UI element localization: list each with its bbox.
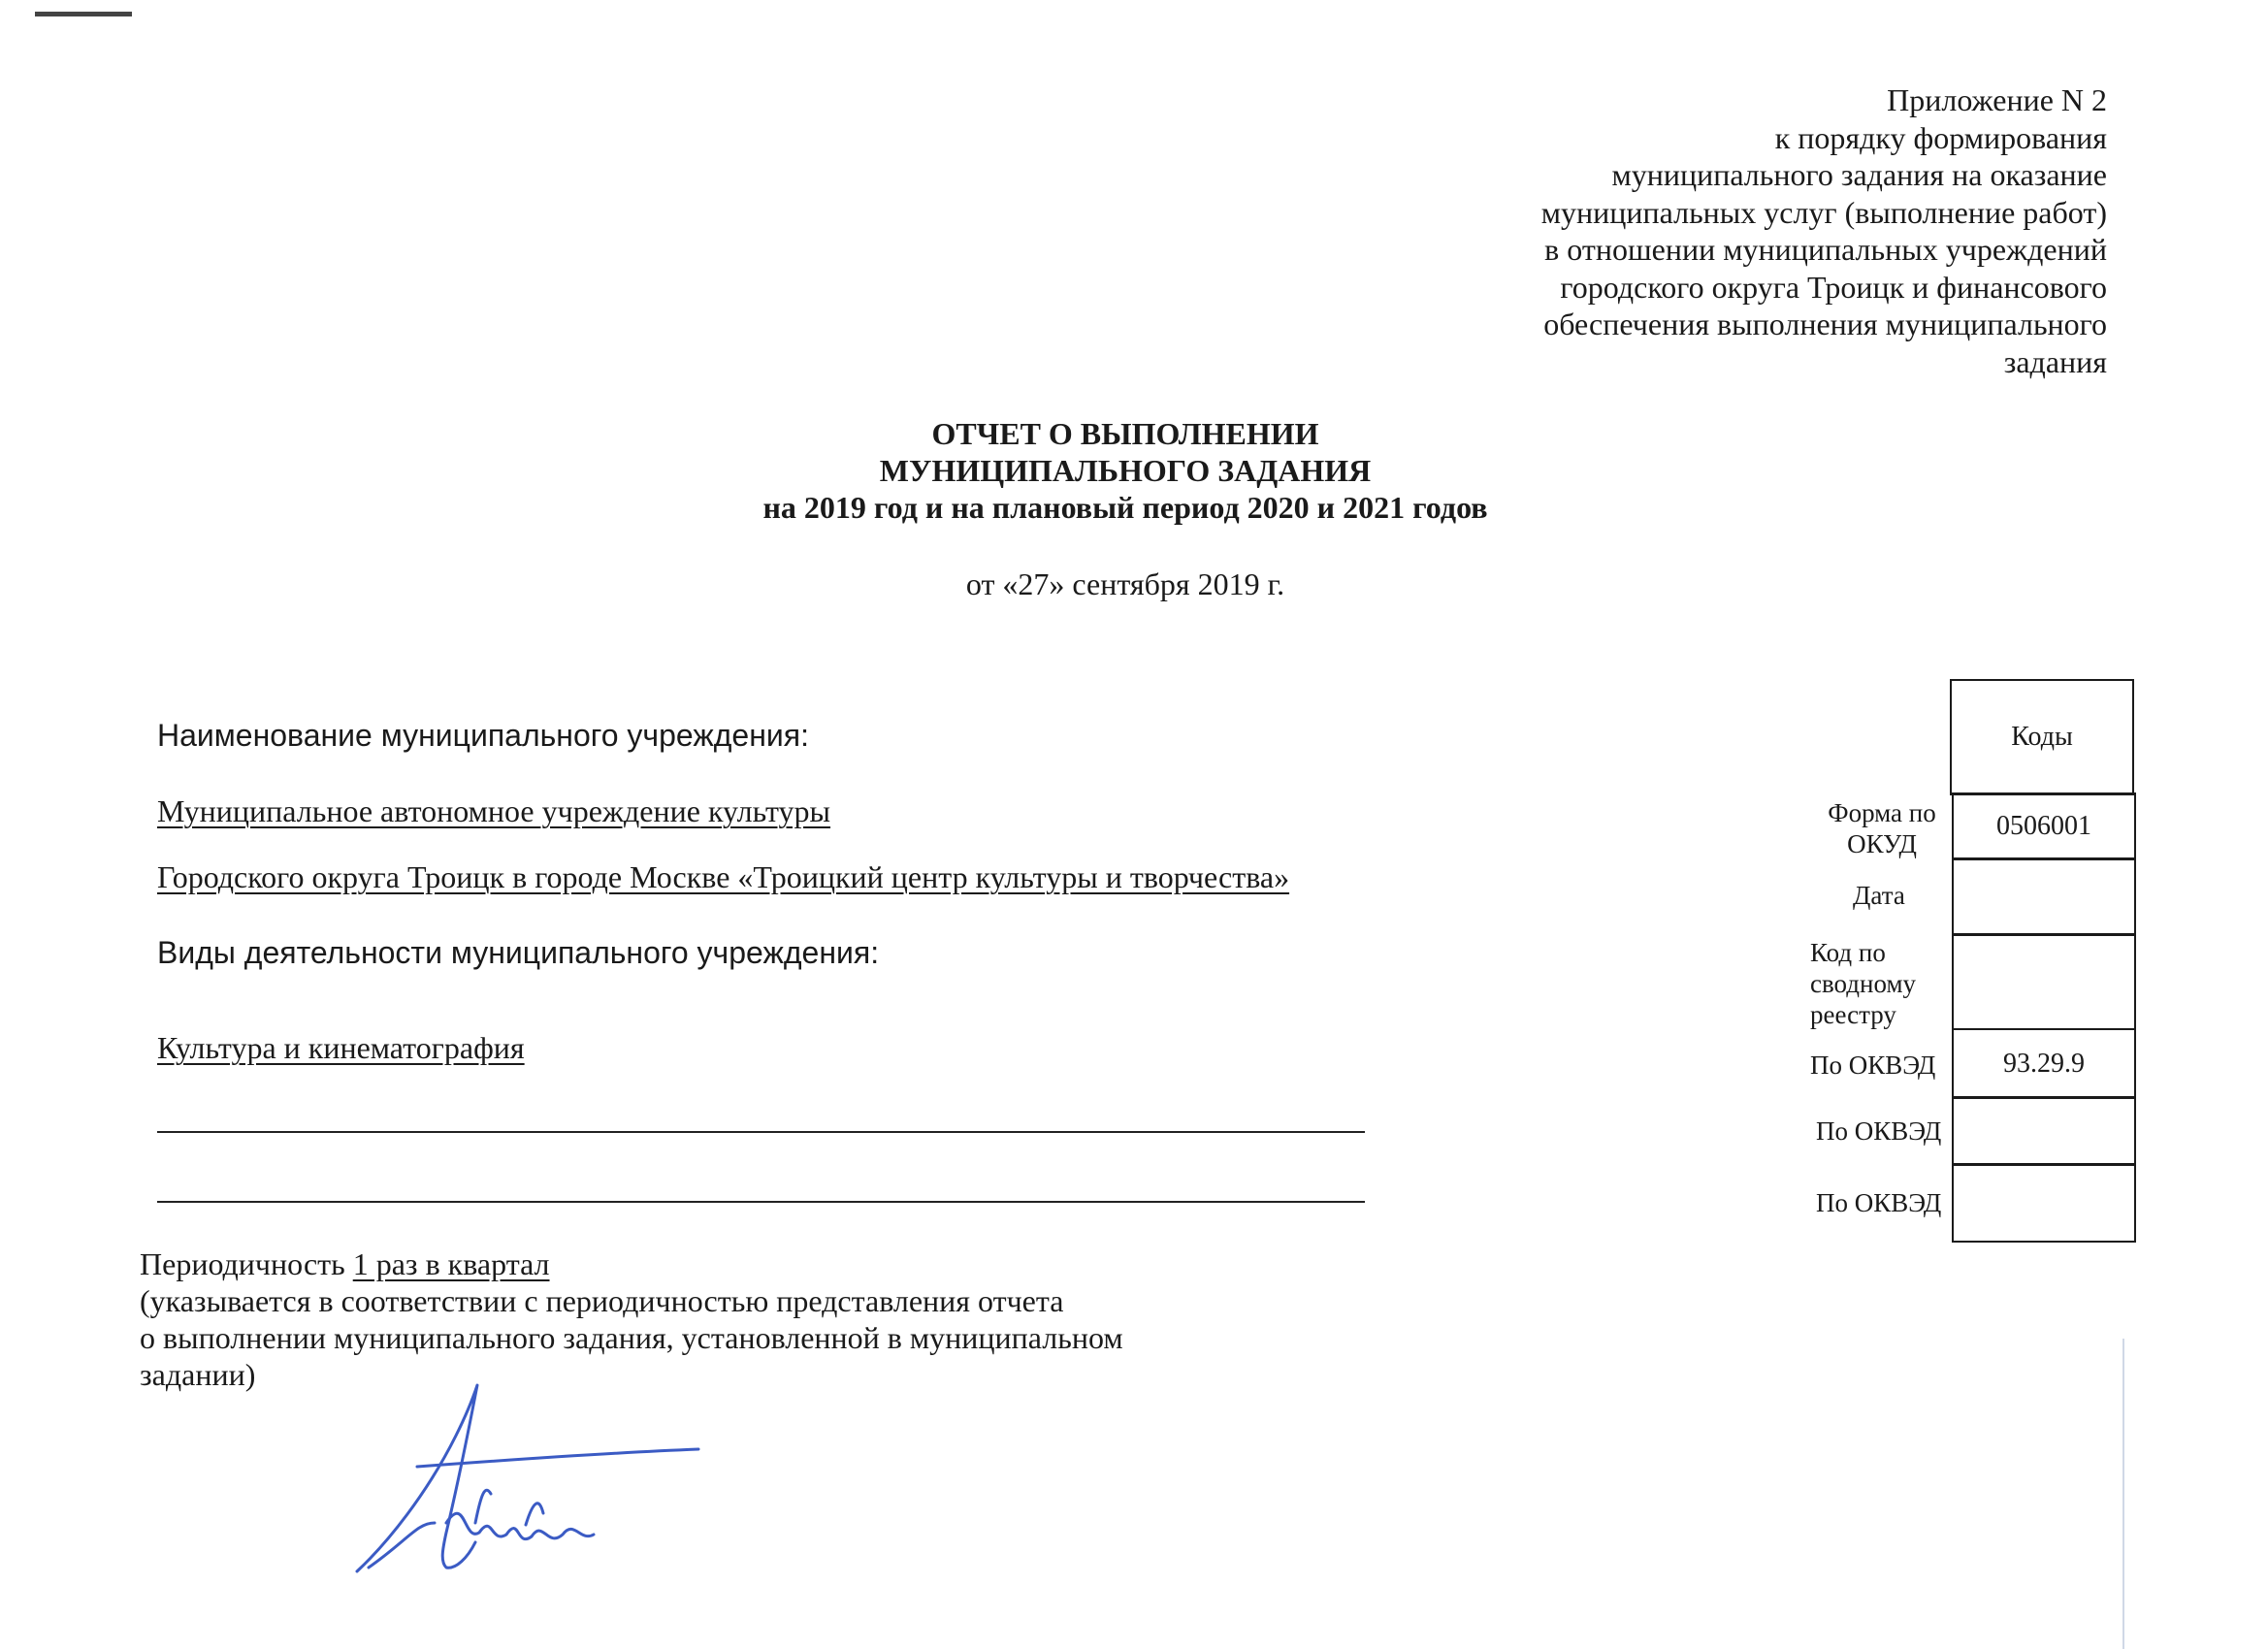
report-date: от «27» сентября 2019 г. [965, 566, 1285, 601]
institution-name-line1: Муниципальное автономное учреждение культуры [157, 793, 831, 828]
codes-row-label: Дата [1853, 881, 1905, 910]
title-line: ОТЧЕТ О ВЫПОЛНЕНИИ [931, 416, 1319, 451]
appendix-line: к порядку формирования [1774, 119, 2107, 155]
code-okved [1952, 1163, 2136, 1243]
code-date [1952, 857, 2136, 936]
appendix-line: Приложение N 2 [1887, 82, 2107, 117]
appendix-line: муниципальных услуг (выполнение работ) [1540, 194, 2107, 230]
blank-line [157, 1131, 1365, 1133]
codes-row-label: По ОКВЭД [1816, 1116, 1942, 1146]
code-okved [1952, 1096, 2136, 1166]
institution-name-line2: Городского округа Троицк в городе Москве «Троицкий центр культуры и творчества» [157, 859, 1290, 894]
scan-mark [35, 12, 132, 16]
appendix-line: городского округа Троицк и финансового [1560, 269, 2107, 305]
codes-row-label: Код по сводному реестру [1810, 938, 1917, 1029]
periodicity-label: Периодичность [140, 1246, 345, 1281]
report-title [543, 415, 1707, 526]
scan-edge [2122, 1339, 2124, 1649]
code-registry [1952, 933, 2136, 1030]
appendix-line: задания [2003, 343, 2107, 379]
periodicity-note: задании) [140, 1357, 256, 1392]
periodicity-value: 1 раз в квартал [352, 1246, 550, 1281]
code-okud: 0506001 [1952, 792, 2136, 860]
appendix-line: муниципального задания на оказание [1611, 157, 2107, 192]
codes-row-label: По ОКВЭД [1810, 1051, 1936, 1080]
periodicity-note: о выполнении муниципального задания, установленной в муниципальном [140, 1320, 1123, 1355]
periodicity-block [140, 1245, 1304, 1393]
title-line: на 2019 год и на плановый период 2020 и 2021 годов [762, 490, 1488, 525]
appendix-block [1370, 81, 2107, 380]
codes-row-label: Форма по ОКУД [1828, 798, 1936, 858]
codes-header: Коды [1950, 679, 2134, 795]
institution-name-label: Наименование муниципального учреждения: [157, 718, 809, 753]
signature-icon [349, 1377, 718, 1600]
appendix-line: в отношении муниципальных учреждений [1544, 232, 2107, 267]
code-okved: 93.29.9 [1952, 1028, 2136, 1099]
codes-row-label: По ОКВЭД [1816, 1188, 1942, 1217]
activity-label: Виды деятельности муниципального учреждения: [157, 935, 880, 970]
blank-line [157, 1201, 1365, 1203]
activity-value: Культура и кинематография [157, 1030, 525, 1065]
title-line: МУНИЦИПАЛЬНОГО ЗАДАНИЯ [879, 453, 1372, 488]
periodicity-note: (указывается в соответствии с периодичностью представления отчета [140, 1283, 1064, 1318]
appendix-line: обеспечения выполнения муниципального [1543, 307, 2107, 341]
